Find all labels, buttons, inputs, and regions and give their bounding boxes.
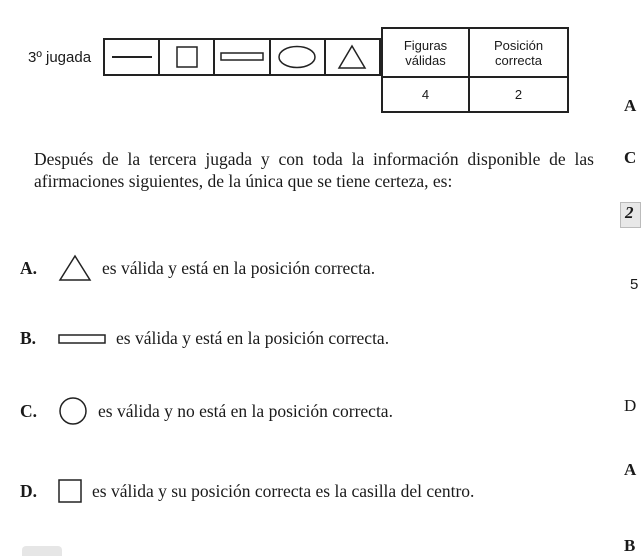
margin-letter: A: [624, 460, 637, 479]
option-text: es válida y su posición correcta es la casilla del centro.: [92, 480, 475, 501]
triangle-icon: [58, 254, 92, 282]
square-icon: [176, 46, 198, 68]
score-table: [381, 27, 569, 113]
rectangle-icon: [220, 52, 264, 62]
play-cell-square: [160, 40, 215, 74]
margin-letter: A: [624, 96, 637, 115]
option-text: es válida y está en la posición correcta.: [116, 328, 390, 348]
option-letter: A.: [20, 257, 38, 278]
option-c[interactable]: [20, 396, 393, 426]
rectangle-icon: [58, 333, 106, 345]
play-cell-circle: [271, 40, 326, 74]
option-letter: C.: [20, 400, 38, 421]
margin-letter: C: [624, 148, 637, 167]
margin-letter: 5: [630, 276, 639, 293]
play-cell-line: [105, 40, 160, 74]
option-text: es válida y está en la posición correcta.: [102, 257, 376, 278]
option-text: es válida y no está en la posición correcta.: [98, 400, 393, 421]
header-figuras-validas: Figuras válidas: [382, 28, 469, 77]
header-posicion-correcta: Posición correcta: [469, 28, 568, 77]
line-icon: [112, 54, 152, 60]
cropped-tab: [22, 546, 62, 556]
play-cell-triangle: [326, 40, 379, 74]
play-cell-rectangle: [215, 40, 270, 74]
circle-icon: [58, 396, 88, 426]
margin-letter: D: [624, 396, 637, 415]
square-icon: [58, 479, 82, 503]
circle-icon: [277, 45, 317, 69]
option-letter: D.: [20, 480, 38, 501]
margin-badge: 2: [620, 202, 641, 228]
option-b[interactable]: [20, 328, 389, 349]
option-a[interactable]: [20, 254, 375, 282]
value-figuras-validas: 4: [382, 77, 469, 112]
value-posicion-correcta: 2: [469, 77, 568, 112]
option-d[interactable]: [20, 479, 474, 503]
play-strip: [103, 38, 381, 76]
triangle-icon: [337, 44, 367, 70]
margin-letter: B: [624, 536, 636, 555]
question-text: Después de la tercera jugada y con toda la información disponible de las afirmaciones siguientes, de la única que se tiene certeza, es:: [34, 149, 594, 191]
play-label: 3º jugada: [28, 49, 92, 66]
option-letter: B.: [20, 328, 37, 348]
